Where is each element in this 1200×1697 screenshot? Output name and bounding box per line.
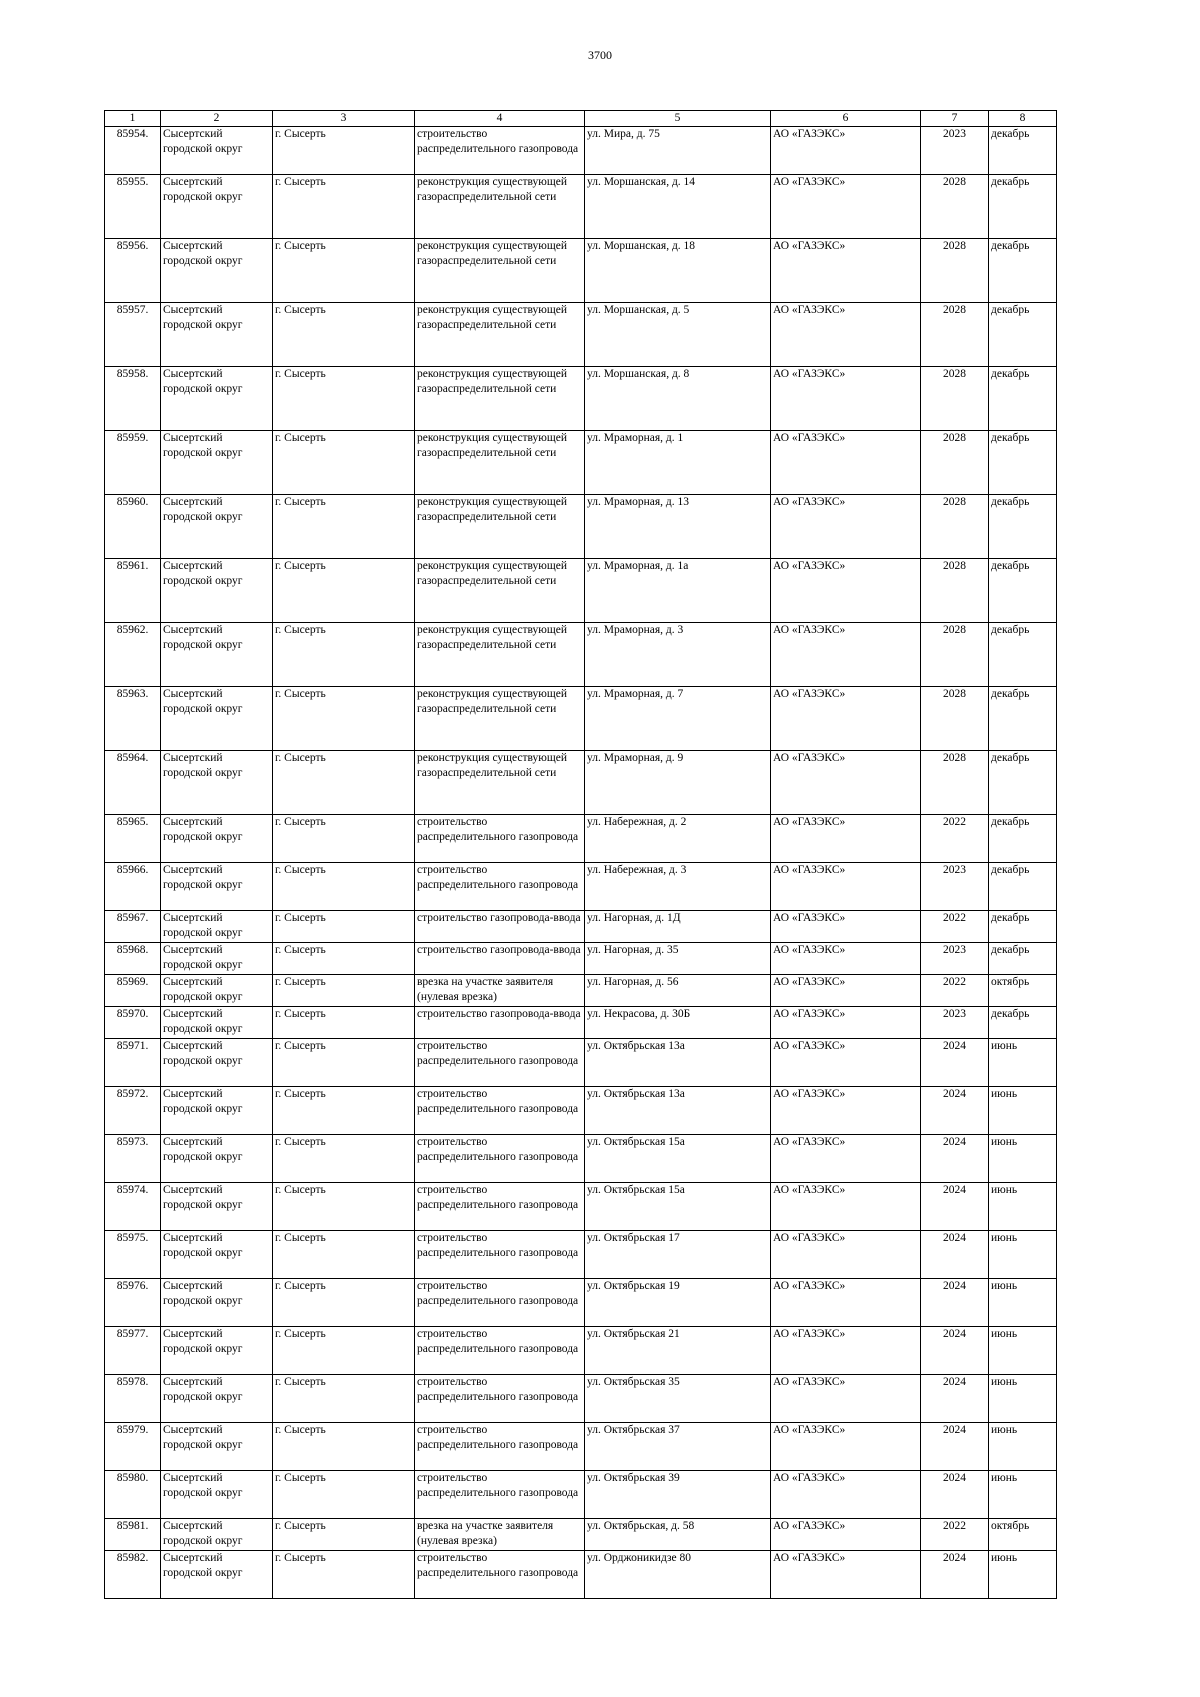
- cell-row-number: 85976.: [105, 1279, 161, 1327]
- cell-settlement: г. Сысерть: [273, 815, 415, 863]
- cell-row-number: 85977.: [105, 1327, 161, 1375]
- cell-row-number: 85980.: [105, 1471, 161, 1519]
- column-header: 7: [921, 111, 989, 127]
- cell-municipality: Сысертский городской округ: [161, 1039, 273, 1087]
- cell-settlement: г. Сысерть: [273, 1551, 415, 1599]
- table-row: [105, 1519, 1057, 1551]
- cell-work-type: реконструкция существующей газораспределительной сети: [415, 495, 585, 559]
- cell-municipality: Сысертский городской округ: [161, 1551, 273, 1599]
- table-row: [105, 1551, 1057, 1599]
- cell-month: июнь: [989, 1327, 1057, 1375]
- cell-work-type: строительство газопровода-ввода: [415, 943, 585, 975]
- cell-month: октябрь: [989, 975, 1057, 1007]
- cell-settlement: г. Сысерть: [273, 1375, 415, 1423]
- cell-address: ул. Октябрьская 21: [585, 1327, 771, 1375]
- cell-year: 2022: [921, 815, 989, 863]
- cell-year: 2024: [921, 1551, 989, 1599]
- cell-address: ул. Мраморная, д. 7: [585, 687, 771, 751]
- cell-row-number: 85955.: [105, 175, 161, 239]
- cell-municipality: Сысертский городской округ: [161, 1423, 273, 1471]
- table-row: [105, 1279, 1057, 1327]
- cell-settlement: г. Сысерть: [273, 367, 415, 431]
- cell-organization: АО «ГАЗЭКС»: [771, 863, 921, 911]
- cell-work-type: строительство распределительного газопровода: [415, 1039, 585, 1087]
- table-row: [105, 1327, 1057, 1375]
- cell-address: ул. Моршанская, д. 14: [585, 175, 771, 239]
- cell-settlement: г. Сысерть: [273, 1087, 415, 1135]
- cell-address: ул. Мраморная, д. 13: [585, 495, 771, 559]
- cell-address: ул. Нагорная, д. 56: [585, 975, 771, 1007]
- cell-year: 2028: [921, 751, 989, 815]
- cell-month: октябрь: [989, 1519, 1057, 1551]
- table-row: [105, 815, 1057, 863]
- cell-work-type: реконструкция существующей газораспределительной сети: [415, 239, 585, 303]
- cell-month: декабрь: [989, 1007, 1057, 1039]
- cell-organization: АО «ГАЗЭКС»: [771, 943, 921, 975]
- data-table: [104, 110, 1057, 1599]
- cell-address: ул. Орджоникидзе 80: [585, 1551, 771, 1599]
- cell-row-number: 85964.: [105, 751, 161, 815]
- cell-municipality: Сысертский городской округ: [161, 1007, 273, 1039]
- cell-organization: АО «ГАЗЭКС»: [771, 127, 921, 175]
- cell-month: декабрь: [989, 623, 1057, 687]
- cell-month: июнь: [989, 1231, 1057, 1279]
- cell-address: ул. Нагорная, д. 35: [585, 943, 771, 975]
- cell-organization: АО «ГАЗЭКС»: [771, 1135, 921, 1183]
- cell-organization: АО «ГАЗЭКС»: [771, 1375, 921, 1423]
- cell-organization: АО «ГАЗЭКС»: [771, 495, 921, 559]
- table-row: [105, 1183, 1057, 1231]
- cell-municipality: Сысертский городской округ: [161, 1231, 273, 1279]
- cell-address: ул. Мраморная, д. 9: [585, 751, 771, 815]
- cell-settlement: г. Сысерть: [273, 303, 415, 367]
- cell-work-type: строительство распределительного газопровода: [415, 1375, 585, 1423]
- cell-organization: АО «ГАЗЭКС»: [771, 1007, 921, 1039]
- table-row: [105, 911, 1057, 943]
- cell-municipality: Сысертский городской округ: [161, 1183, 273, 1231]
- column-header: 2: [161, 111, 273, 127]
- cell-organization: АО «ГАЗЭКС»: [771, 1183, 921, 1231]
- cell-organization: АО «ГАЗЭКС»: [771, 1551, 921, 1599]
- cell-municipality: Сысертский городской округ: [161, 687, 273, 751]
- cell-settlement: г. Сысерть: [273, 1183, 415, 1231]
- cell-year: 2024: [921, 1087, 989, 1135]
- table-row: [105, 1375, 1057, 1423]
- cell-municipality: Сысертский городской округ: [161, 1279, 273, 1327]
- cell-year: 2022: [921, 1519, 989, 1551]
- cell-municipality: Сысертский городской округ: [161, 175, 273, 239]
- cell-year: 2023: [921, 1007, 989, 1039]
- column-header: 6: [771, 111, 921, 127]
- cell-organization: АО «ГАЗЭКС»: [771, 975, 921, 1007]
- table-row: [105, 367, 1057, 431]
- table-row: [105, 863, 1057, 911]
- table-row: [105, 127, 1057, 175]
- cell-month: декабрь: [989, 815, 1057, 863]
- cell-organization: АО «ГАЗЭКС»: [771, 687, 921, 751]
- cell-settlement: г. Сысерть: [273, 431, 415, 495]
- cell-municipality: Сысертский городской округ: [161, 863, 273, 911]
- cell-year: 2024: [921, 1231, 989, 1279]
- cell-address: ул. Моршанская, д. 8: [585, 367, 771, 431]
- table-row: [105, 943, 1057, 975]
- cell-address: ул. Мира, д. 75: [585, 127, 771, 175]
- table-row: [105, 175, 1057, 239]
- cell-year: 2028: [921, 239, 989, 303]
- cell-row-number: 85962.: [105, 623, 161, 687]
- cell-municipality: Сысертский городской округ: [161, 239, 273, 303]
- cell-year: 2028: [921, 367, 989, 431]
- cell-municipality: Сысертский городской округ: [161, 943, 273, 975]
- cell-work-type: строительство газопровода-ввода: [415, 911, 585, 943]
- cell-work-type: реконструкция существующей газораспределительной сети: [415, 431, 585, 495]
- cell-work-type: строительство распределительного газопровода: [415, 1471, 585, 1519]
- cell-settlement: г. Сысерть: [273, 1519, 415, 1551]
- table-row: [105, 1039, 1057, 1087]
- cell-settlement: г. Сысерть: [273, 687, 415, 751]
- cell-month: декабрь: [989, 687, 1057, 751]
- cell-row-number: 85959.: [105, 431, 161, 495]
- table-row: [105, 1231, 1057, 1279]
- cell-year: 2024: [921, 1039, 989, 1087]
- cell-row-number: 85969.: [105, 975, 161, 1007]
- cell-work-type: строительство распределительного газопровода: [415, 1327, 585, 1375]
- cell-row-number: 85978.: [105, 1375, 161, 1423]
- cell-work-type: реконструкция существующей газораспределительной сети: [415, 303, 585, 367]
- cell-month: декабрь: [989, 495, 1057, 559]
- cell-address: ул. Набережная, д. 2: [585, 815, 771, 863]
- cell-row-number: 85974.: [105, 1183, 161, 1231]
- cell-row-number: 85961.: [105, 559, 161, 623]
- cell-settlement: г. Сысерть: [273, 1471, 415, 1519]
- cell-work-type: врезка на участке заявителя (нулевая врезка): [415, 1519, 585, 1551]
- cell-month: декабрь: [989, 943, 1057, 975]
- cell-work-type: строительство распределительного газопровода: [415, 1231, 585, 1279]
- table-row: [105, 1471, 1057, 1519]
- cell-year: 2024: [921, 1135, 989, 1183]
- cell-work-type: строительство распределительного газопровода: [415, 863, 585, 911]
- cell-month: декабрь: [989, 303, 1057, 367]
- cell-organization: АО «ГАЗЭКС»: [771, 431, 921, 495]
- cell-year: 2024: [921, 1471, 989, 1519]
- cell-year: 2023: [921, 127, 989, 175]
- cell-organization: АО «ГАЗЭКС»: [771, 1471, 921, 1519]
- cell-month: июнь: [989, 1039, 1057, 1087]
- cell-settlement: г. Сысерть: [273, 1327, 415, 1375]
- cell-month: декабрь: [989, 559, 1057, 623]
- cell-work-type: реконструкция существующей газораспределительной сети: [415, 175, 585, 239]
- table-row: [105, 687, 1057, 751]
- table-row: [105, 303, 1057, 367]
- table-row: [105, 431, 1057, 495]
- cell-month: декабрь: [989, 127, 1057, 175]
- cell-address: ул. Октябрьская 19: [585, 1279, 771, 1327]
- cell-municipality: Сысертский городской округ: [161, 559, 273, 623]
- cell-organization: АО «ГАЗЭКС»: [771, 911, 921, 943]
- cell-year: 2028: [921, 687, 989, 751]
- cell-row-number: 85981.: [105, 1519, 161, 1551]
- cell-municipality: Сысертский городской округ: [161, 1135, 273, 1183]
- cell-settlement: г. Сысерть: [273, 623, 415, 687]
- cell-month: июнь: [989, 1135, 1057, 1183]
- table-row: [105, 1007, 1057, 1039]
- cell-month: декабрь: [989, 239, 1057, 303]
- cell-row-number: 85960.: [105, 495, 161, 559]
- cell-row-number: 85966.: [105, 863, 161, 911]
- cell-work-type: строительство распределительного газопровода: [415, 1087, 585, 1135]
- cell-address: ул. Мраморная, д. 1: [585, 431, 771, 495]
- cell-month: декабрь: [989, 911, 1057, 943]
- cell-settlement: г. Сысерть: [273, 127, 415, 175]
- cell-year: 2024: [921, 1375, 989, 1423]
- cell-row-number: 85979.: [105, 1423, 161, 1471]
- cell-month: июнь: [989, 1551, 1057, 1599]
- cell-work-type: строительство распределительного газопровода: [415, 127, 585, 175]
- cell-year: 2028: [921, 623, 989, 687]
- cell-work-type: реконструкция существующей газораспределительной сети: [415, 559, 585, 623]
- cell-work-type: врезка на участке заявителя (нулевая врезка): [415, 975, 585, 1007]
- column-header: 5: [585, 111, 771, 127]
- cell-organization: АО «ГАЗЭКС»: [771, 815, 921, 863]
- cell-work-type: реконструкция существующей газораспределительной сети: [415, 751, 585, 815]
- cell-row-number: 85965.: [105, 815, 161, 863]
- cell-organization: АО «ГАЗЭКС»: [771, 303, 921, 367]
- header-row: [105, 111, 1057, 127]
- cell-work-type: строительство распределительного газопровода: [415, 1279, 585, 1327]
- table-body: [105, 127, 1057, 1599]
- table-row: [105, 495, 1057, 559]
- cell-month: декабрь: [989, 175, 1057, 239]
- table-row: [105, 239, 1057, 303]
- cell-settlement: г. Сысерть: [273, 1135, 415, 1183]
- cell-month: декабрь: [989, 431, 1057, 495]
- cell-municipality: Сысертский городской округ: [161, 127, 273, 175]
- cell-work-type: строительство газопровода-ввода: [415, 1007, 585, 1039]
- cell-address: ул. Моршанская, д. 18: [585, 239, 771, 303]
- cell-year: 2024: [921, 1327, 989, 1375]
- cell-address: ул. Мраморная, д. 3: [585, 623, 771, 687]
- cell-settlement: г. Сысерть: [273, 751, 415, 815]
- cell-work-type: реконструкция существующей газораспределительной сети: [415, 623, 585, 687]
- column-header: 4: [415, 111, 585, 127]
- cell-work-type: реконструкция существующей газораспределительной сети: [415, 367, 585, 431]
- cell-year: 2028: [921, 303, 989, 367]
- page-number: 3700: [588, 48, 612, 62]
- table-row: [105, 1135, 1057, 1183]
- cell-month: июнь: [989, 1279, 1057, 1327]
- cell-organization: АО «ГАЗЭКС»: [771, 1039, 921, 1087]
- cell-row-number: 85972.: [105, 1087, 161, 1135]
- cell-row-number: 85963.: [105, 687, 161, 751]
- cell-work-type: строительство распределительного газопровода: [415, 1135, 585, 1183]
- cell-municipality: Сысертский городской округ: [161, 1375, 273, 1423]
- cell-row-number: 85975.: [105, 1231, 161, 1279]
- cell-work-type: реконструкция существующей газораспределительной сети: [415, 687, 585, 751]
- cell-organization: АО «ГАЗЭКС»: [771, 367, 921, 431]
- cell-year: 2028: [921, 559, 989, 623]
- cell-address: ул. Октябрьская 39: [585, 1471, 771, 1519]
- cell-organization: АО «ГАЗЭКС»: [771, 751, 921, 815]
- cell-address: ул. Набережная, д. 3: [585, 863, 771, 911]
- cell-work-type: строительство распределительного газопровода: [415, 1423, 585, 1471]
- cell-organization: АО «ГАЗЭКС»: [771, 1519, 921, 1551]
- cell-settlement: г. Сысерть: [273, 863, 415, 911]
- cell-organization: АО «ГАЗЭКС»: [771, 623, 921, 687]
- cell-row-number: 85957.: [105, 303, 161, 367]
- cell-organization: АО «ГАЗЭКС»: [771, 1279, 921, 1327]
- cell-address: ул. Нагорная, д. 1Д: [585, 911, 771, 943]
- cell-row-number: 85958.: [105, 367, 161, 431]
- cell-address: ул. Моршанская, д. 5: [585, 303, 771, 367]
- cell-settlement: г. Сысерть: [273, 559, 415, 623]
- cell-row-number: 85954.: [105, 127, 161, 175]
- cell-year: 2028: [921, 175, 989, 239]
- cell-municipality: Сысертский городской округ: [161, 367, 273, 431]
- cell-row-number: 85973.: [105, 1135, 161, 1183]
- cell-address: ул. Октябрьская 13а: [585, 1087, 771, 1135]
- cell-organization: АО «ГАЗЭКС»: [771, 175, 921, 239]
- table-row: [105, 623, 1057, 687]
- cell-organization: АО «ГАЗЭКС»: [771, 559, 921, 623]
- cell-year: 2028: [921, 431, 989, 495]
- cell-month: июнь: [989, 1375, 1057, 1423]
- column-header: 8: [989, 111, 1057, 127]
- cell-settlement: г. Сысерть: [273, 1231, 415, 1279]
- cell-year: 2024: [921, 1183, 989, 1231]
- table-row: [105, 975, 1057, 1007]
- cell-address: ул. Октябрьская 13а: [585, 1039, 771, 1087]
- cell-address: ул. Некрасова, д. 30Б: [585, 1007, 771, 1039]
- cell-organization: АО «ГАЗЭКС»: [771, 1327, 921, 1375]
- cell-work-type: строительство распределительного газопровода: [415, 815, 585, 863]
- cell-year: 2028: [921, 495, 989, 559]
- cell-month: декабрь: [989, 863, 1057, 911]
- cell-settlement: г. Сысерть: [273, 495, 415, 559]
- cell-address: ул. Октябрьская 15а: [585, 1135, 771, 1183]
- cell-municipality: Сысертский городской округ: [161, 623, 273, 687]
- cell-year: 2023: [921, 863, 989, 911]
- table-row: [105, 751, 1057, 815]
- cell-address: ул. Октябрьская 15а: [585, 1183, 771, 1231]
- cell-municipality: Сысертский городской округ: [161, 1327, 273, 1375]
- cell-municipality: Сысертский городской округ: [161, 975, 273, 1007]
- cell-settlement: г. Сысерть: [273, 1279, 415, 1327]
- cell-month: декабрь: [989, 367, 1057, 431]
- cell-month: июнь: [989, 1087, 1057, 1135]
- cell-municipality: Сысертский городской округ: [161, 303, 273, 367]
- cell-month: декабрь: [989, 751, 1057, 815]
- cell-municipality: Сысертский городской округ: [161, 1471, 273, 1519]
- cell-work-type: строительство распределительного газопровода: [415, 1183, 585, 1231]
- cell-settlement: г. Сысерть: [273, 1007, 415, 1039]
- cell-settlement: г. Сысерть: [273, 975, 415, 1007]
- cell-address: ул. Октябрьская, д. 58: [585, 1519, 771, 1551]
- cell-settlement: г. Сысерть: [273, 1039, 415, 1087]
- cell-row-number: 85971.: [105, 1039, 161, 1087]
- column-header: 1: [105, 111, 161, 127]
- cell-row-number: 85982.: [105, 1551, 161, 1599]
- cell-month: июнь: [989, 1423, 1057, 1471]
- cell-municipality: Сысертский городской округ: [161, 815, 273, 863]
- cell-organization: АО «ГАЗЭКС»: [771, 1231, 921, 1279]
- cell-year: 2023: [921, 943, 989, 975]
- cell-month: июнь: [989, 1471, 1057, 1519]
- cell-address: ул. Октябрьская 37: [585, 1423, 771, 1471]
- cell-year: 2024: [921, 1423, 989, 1471]
- cell-organization: АО «ГАЗЭКС»: [771, 1423, 921, 1471]
- cell-settlement: г. Сысерть: [273, 175, 415, 239]
- cell-municipality: Сысертский городской округ: [161, 495, 273, 559]
- cell-year: 2022: [921, 975, 989, 1007]
- cell-row-number: 85970.: [105, 1007, 161, 1039]
- cell-municipality: Сысертский городской округ: [161, 1087, 273, 1135]
- cell-organization: АО «ГАЗЭКС»: [771, 239, 921, 303]
- cell-address: ул. Октябрьская 17: [585, 1231, 771, 1279]
- cell-work-type: строительство распределительного газопровода: [415, 1551, 585, 1599]
- cell-organization: АО «ГАЗЭКС»: [771, 1087, 921, 1135]
- table-row: [105, 1087, 1057, 1135]
- cell-row-number: 85956.: [105, 239, 161, 303]
- cell-address: ул. Мраморная, д. 1а: [585, 559, 771, 623]
- cell-settlement: г. Сысерть: [273, 911, 415, 943]
- cell-month: июнь: [989, 1183, 1057, 1231]
- cell-settlement: г. Сысерть: [273, 239, 415, 303]
- cell-year: 2022: [921, 911, 989, 943]
- cell-municipality: Сысертский городской округ: [161, 431, 273, 495]
- cell-row-number: 85967.: [105, 911, 161, 943]
- table-row: [105, 559, 1057, 623]
- cell-year: 2024: [921, 1279, 989, 1327]
- column-header: 3: [273, 111, 415, 127]
- cell-municipality: Сысертский городской округ: [161, 1519, 273, 1551]
- cell-settlement: г. Сысерть: [273, 1423, 415, 1471]
- table-row: [105, 1423, 1057, 1471]
- cell-municipality: Сысертский городской округ: [161, 751, 273, 815]
- cell-row-number: 85968.: [105, 943, 161, 975]
- cell-municipality: Сысертский городской округ: [161, 911, 273, 943]
- cell-address: ул. Октябрьская 35: [585, 1375, 771, 1423]
- cell-settlement: г. Сысерть: [273, 943, 415, 975]
